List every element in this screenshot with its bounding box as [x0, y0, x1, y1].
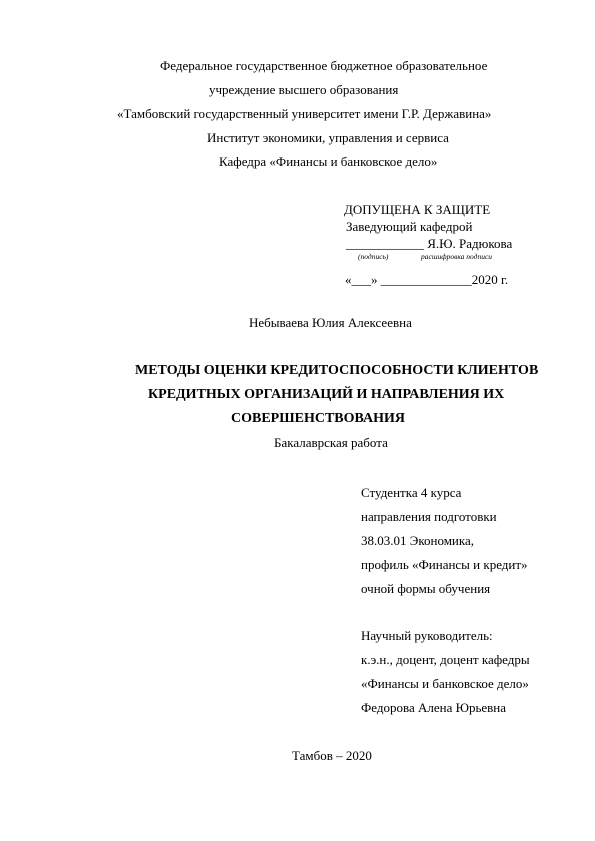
- supervisor-line: Научный руководитель:: [361, 628, 493, 643]
- approval-position: Заведующий кафедрой: [346, 219, 473, 234]
- approval-date-line: «___» ______________2020 г.: [345, 272, 509, 287]
- author-name: Небываева Юлия Алексеевна: [249, 315, 412, 330]
- header-line-university: «Тамбовский государственный университет имени Г.Р. Державина»: [117, 106, 492, 121]
- header-line-institution-type: учреждение высшего образования: [209, 82, 399, 97]
- student-line: Студентка 4 курса: [361, 485, 462, 500]
- approval-title: ДОПУЩЕНА К ЗАЩИТЕ: [344, 202, 491, 217]
- header-line-department: Кафедра «Финансы и банковское дело»: [219, 154, 438, 169]
- student-line: очной формы обучения: [361, 581, 491, 596]
- header-line-institute: Институт экономики, управления и сервиса: [207, 130, 449, 145]
- approval-signature-hint: (подпись): [358, 252, 389, 261]
- thesis-title-line-2: КРЕДИТНЫХ ОРГАНИЗАЦИЙ И НАПРАВЛЕНИЯ ИХ: [148, 387, 505, 402]
- city-year-footer: Тамбов – 2020: [292, 748, 372, 763]
- supervisor-line: «Финансы и банковское дело»: [361, 676, 529, 691]
- thesis-title-line-3: СОВЕРШЕНСТВОВАНИЯ: [231, 411, 405, 426]
- thesis-subtitle: Бакалаврская работа: [274, 435, 388, 450]
- approval-signature-line: ____________ Я.Ю. Радюкова: [346, 236, 513, 251]
- supervisor-line: к.э.н., доцент, доцент кафедры: [361, 652, 530, 667]
- supervisor-line: Федорова Алена Юрьевна: [361, 700, 507, 715]
- student-line: 38.03.01 Экономика,: [361, 533, 475, 548]
- header-line-federal: Федеральное государственное бюджетное образовательное: [160, 58, 488, 73]
- approval-name-hint: расшифровка подписи: [421, 252, 493, 261]
- student-line: направления подготовки: [361, 509, 497, 524]
- student-line: профиль «Финансы и кредит»: [361, 557, 528, 572]
- thesis-title-line-1: МЕТОДЫ ОЦЕНКИ КРЕДИТОСПОСОБНОСТИ КЛИЕНТОВ: [135, 363, 539, 378]
